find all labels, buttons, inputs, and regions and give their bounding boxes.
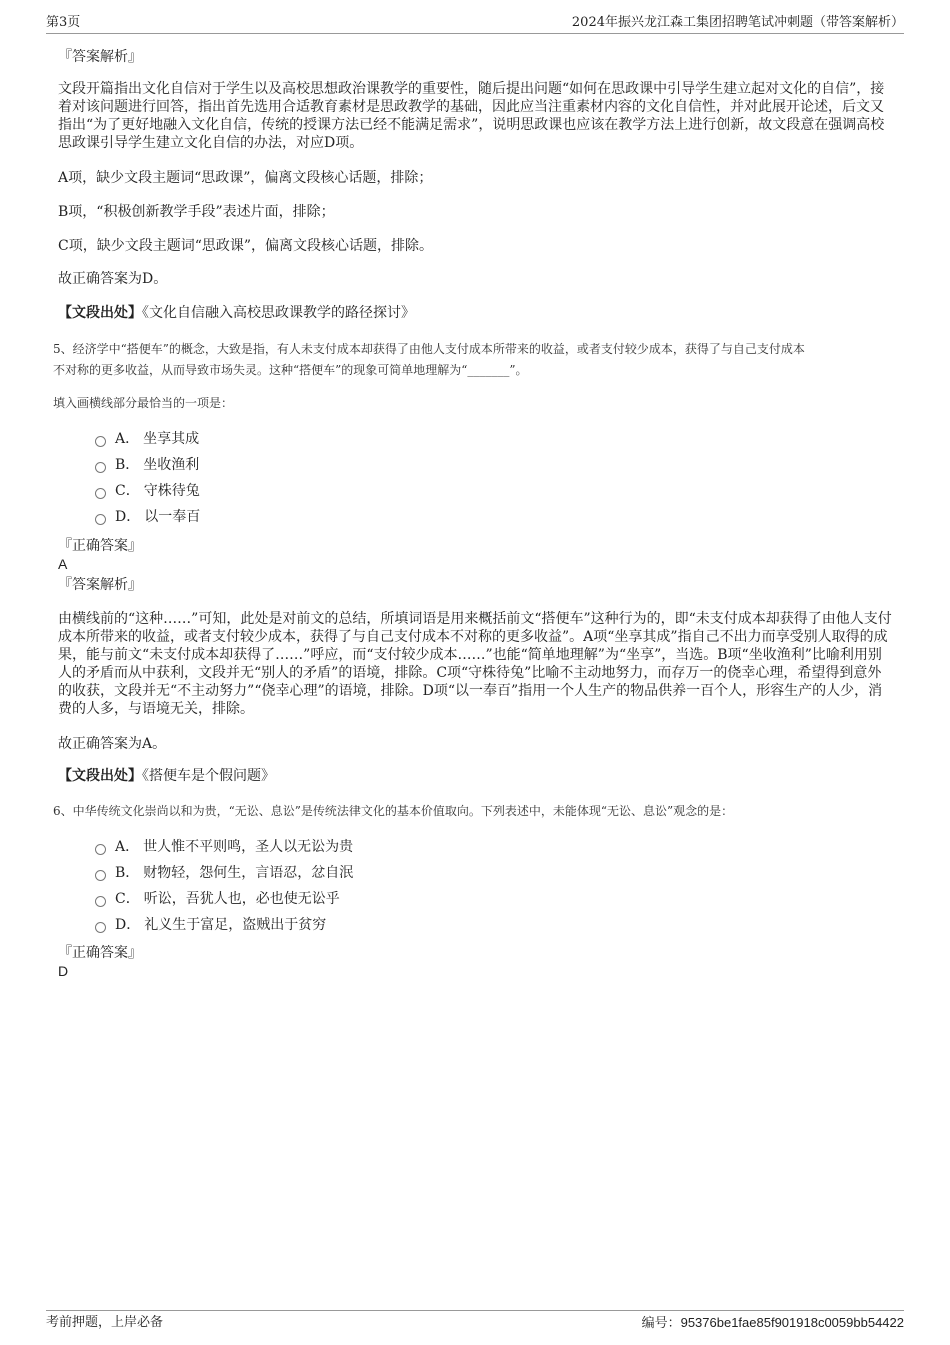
- source-label: 【文段出处】: [58, 768, 142, 784]
- source-line: [58, 767, 275, 786]
- analysis-text: 由横线前的“这种……”可知，此处是对前文的总结，所填词语是用来概括前文“搭便车”这种行为的，即“未支付成本却获得了由他人支付成本所带来的收益，或者支付较少成本，获得了与自己支付成本不对称的更多收益”。A项“坐享其成”指自己不出力而享受别人取得的成果，能与前文“未支付成本却获得了……”呼应，而“支付较少成本……”也能“简单地理解”为“坐享”，当选。B项“坐收渔利”比喻利用别人的矛盾而从中获利，文段并无“别人的矛盾”的语境，排除。C项“守株待兔”比喻不主动地努力，而存万一的侥幸心理，希望得到意外的收获，文段并无“不主动努力”“侥幸心理”的语境，排除。D项“以一奉百”指用一个人生产的物品供养一百个人，形容生产的人少，消费的人多，与语境无关，排除。: [58, 611, 892, 717]
- option-text: 坐收渔利: [143, 457, 200, 473]
- footer-code-label: 编号：: [641, 1316, 681, 1331]
- question-5-stem: [53, 339, 903, 381]
- conclusion: 故正确答案为A。: [58, 736, 167, 752]
- source-title: 《搭便车是个假问题》: [142, 768, 275, 784]
- option-text: 世人惟不平则鸣，圣人以无讼为贵: [143, 839, 354, 855]
- footer-code: [642, 1313, 904, 1334]
- q6-option-b[interactable]: [95, 863, 353, 883]
- question-5-instruction: 填入画横线部分最恰当的一项是：: [53, 396, 234, 410]
- option-text: 坐享其成: [143, 431, 200, 447]
- option-letter: A．: [115, 431, 140, 447]
- page-number: 第3页: [46, 15, 81, 30]
- radio-button[interactable]: [95, 922, 106, 933]
- analysis-label: 『答案解析』: [58, 577, 142, 593]
- option-letter: C．: [115, 483, 140, 499]
- radio-button[interactable]: [95, 436, 106, 447]
- q6-option-d[interactable]: [95, 915, 326, 935]
- answer-label: 『正确答案』: [58, 538, 142, 554]
- option-text: 听讼，吾犹人也，必也使无讼乎: [143, 891, 340, 907]
- option-letter: C．: [115, 891, 140, 907]
- radio-button[interactable]: [95, 514, 106, 525]
- analysis-item-a: A项，缺少文段主题词“思政课”，偏离文段核心话题，排除；: [58, 170, 433, 186]
- q5-option-b[interactable]: [95, 455, 199, 475]
- question-5-stem-line2: 不对称的更多收益，从而导致市场失灵。这种“搭便车”的现象可简单地理解为“_______”。: [53, 363, 528, 377]
- q5-option-a[interactable]: [95, 429, 199, 449]
- option-text: 财物轻，怨何生，言语忍，忿自泯: [143, 865, 354, 881]
- question-6-stem: 6、中华传统文化崇尚以和为贵，“无讼、息讼”是传统法律文化的基本价值取向。下列表述中，未能体现“无讼、息讼”观念的是：: [53, 804, 734, 818]
- q5-option-d[interactable]: [95, 507, 200, 527]
- source-line: [58, 304, 415, 323]
- option-text: 守株待兔: [143, 483, 200, 499]
- question-5-stem-line1: 5、经济学中“搭便车”的概念，大致是指，有人未支付成本却获得了由他人支付成本所带来的收益，或者支付较少成本，获得了与自己支付成本: [53, 342, 805, 356]
- radio-button[interactable]: [95, 870, 106, 881]
- option-text: 礼义生于富足，盗贼出于贫穷: [144, 917, 327, 933]
- conclusion: 故正确答案为D。: [58, 271, 168, 287]
- q5-option-c[interactable]: [95, 481, 200, 501]
- analysis-item-c: C项，缺少文段主题词“思政课”，偏离文段核心话题，排除。: [58, 238, 434, 254]
- radio-button[interactable]: [95, 844, 106, 855]
- answer-label: 『正确答案』: [58, 945, 142, 961]
- option-letter: B．: [115, 865, 140, 881]
- page-header: [46, 14, 904, 34]
- footer-code-value: 95376be1fae85f901918c0059bb54422: [680, 1315, 904, 1330]
- document-title: 2024年振兴龙江森工集团招聘笔试冲刺题（带答案解析）: [571, 15, 904, 30]
- analysis-text: 文段开篇指出文化自信对于学生以及高校思想政治课教学的重要性，随后提出问题“如何在思政课中引导学生建立起对文化的自信”，接着对该问题进行回答，指出首先选用合适教育素材是思政教学的基础，因此应当注重素材内容的文化自信性，并对此展开论述，后文又指出“为了更好地融入文化自信，传统的授课方法已经不能满足需求”，说明思政课也应该在教学方法上进行创新，故文段意在强调高校思政课引导学生建立文化自信的办法，对应D项。: [58, 81, 885, 151]
- analysis-label: 『答案解析』: [58, 49, 142, 65]
- q6-option-c[interactable]: [95, 889, 340, 909]
- radio-button[interactable]: [95, 896, 106, 907]
- analysis-item-b: B项，“积极创新教学手段”表述片面，排除；: [58, 204, 335, 220]
- radio-button[interactable]: [95, 488, 106, 499]
- option-text: 以一奉百: [144, 509, 201, 525]
- option-letter: A．: [115, 839, 140, 855]
- source-title: 《文化自信融入高校思政课教学的路径探讨》: [142, 305, 415, 321]
- radio-button[interactable]: [95, 462, 106, 473]
- option-letter: D．: [115, 509, 141, 525]
- source-label: 【文段出处】: [58, 305, 142, 321]
- option-letter: D．: [115, 917, 141, 933]
- answer-value: D: [58, 963, 69, 979]
- q6-option-a[interactable]: [95, 837, 353, 857]
- answer-value: A: [58, 556, 68, 572]
- option-letter: B．: [115, 457, 140, 473]
- footer-slogan: 考前押题，上岸必备: [46, 1315, 164, 1330]
- page-footer: [46, 1310, 904, 1333]
